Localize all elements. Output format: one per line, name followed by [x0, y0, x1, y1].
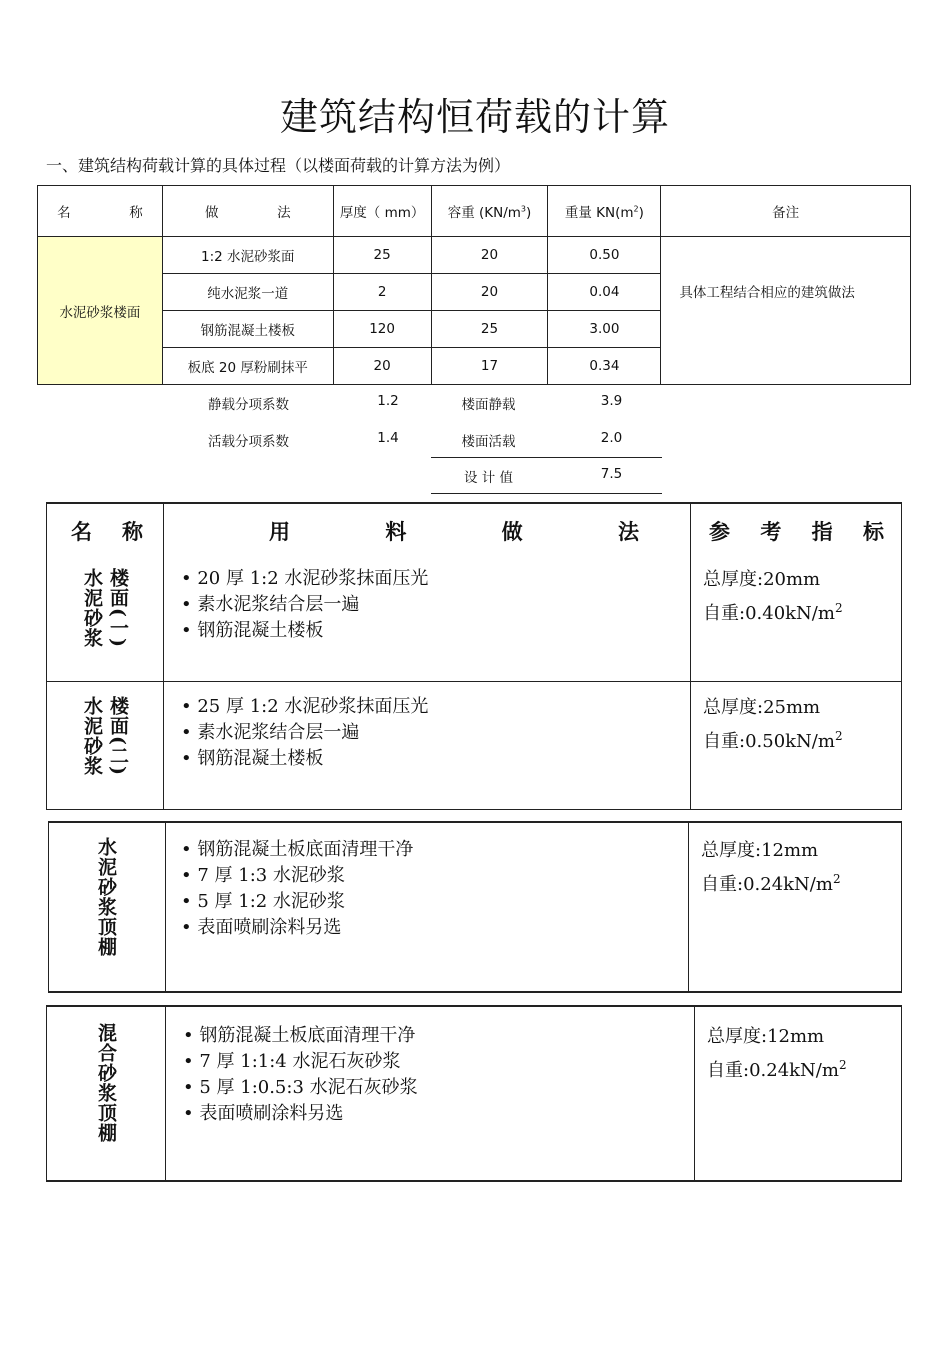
remark-cell	[661, 237, 911, 385]
list-item: • 钢筋混凝土板底面清理干净	[183, 1023, 418, 1049]
ref-thickness: 总厚度:12mm	[707, 1026, 825, 1047]
scan-header-ref	[709, 516, 884, 546]
header-name	[38, 186, 163, 237]
method-cell: 纯水泥浆一道	[162, 274, 333, 311]
header-method-char1: 做	[204, 205, 219, 221]
scan-block	[48, 821, 902, 993]
ref-weight	[703, 722, 843, 756]
ref-weight	[707, 1051, 847, 1085]
thickness-cell: 25	[333, 237, 431, 274]
list-item: • 25 厚 1:2 水泥砂浆抹面压光	[181, 694, 428, 720]
scan-header-char: 料	[385, 519, 407, 544]
scan-block-ref	[703, 694, 843, 756]
summary-factor: 1.4	[377, 430, 399, 446]
divider	[431, 493, 662, 494]
header-density-sup: 3	[520, 204, 527, 214]
list-item: • 素水泥浆结合层一遍	[181, 720, 428, 746]
summary-value: 2.0	[600, 430, 623, 446]
load-calculation-table	[37, 185, 911, 385]
summary-value: 7.5	[600, 466, 623, 482]
scan-header-char: 称	[122, 519, 143, 544]
ref-weight-text: 自重:0.50kN/m	[703, 731, 835, 752]
scan-header-char: 用	[269, 519, 290, 544]
scan-block-ref	[707, 1023, 847, 1085]
summary-label: 活载分项系数	[208, 434, 289, 450]
ref-weight	[703, 594, 843, 628]
scan-block-items	[183, 1023, 418, 1127]
ref-thickness: 总厚度:25mm	[703, 697, 821, 718]
header-density	[431, 186, 548, 237]
header-weight-text: 重量 KN(m	[564, 205, 634, 221]
weight-cell: 0.50	[548, 237, 661, 274]
scan-header-char: 指	[811, 519, 833, 544]
list-item: • 钢筋混凝土楼板	[181, 746, 428, 772]
header-remark: 备注	[661, 186, 911, 237]
ref-weight-sup: 2	[834, 729, 843, 743]
scan-block	[46, 1005, 902, 1182]
ref-weight-text: 自重:0.24kN/m	[701, 874, 833, 895]
scan-block-name: 楼面(二)	[107, 696, 129, 776]
group-name-cell: 水泥砂浆楼面	[38, 237, 163, 385]
ref-thickness: 总厚度:12mm	[701, 840, 819, 861]
scan-block-name: 楼面(一)	[107, 568, 129, 648]
scan-block-ref	[701, 837, 841, 899]
scan-header-method	[269, 516, 639, 546]
weight-cell: 3.00	[548, 311, 661, 348]
scan-header-char: 名	[71, 519, 92, 544]
scan-header-char: 做	[501, 519, 523, 544]
header-thickness: 厚度（ mm）	[333, 186, 431, 237]
summary-value: 3.9	[600, 393, 623, 409]
scan-block-divider	[47, 682, 164, 809]
method-cell: 板底 20 厚粉刷抹平	[162, 348, 333, 385]
header-name-char2: 称	[129, 205, 143, 221]
scan-block	[46, 554, 902, 682]
method-cell: 钢筋混凝土楼板	[162, 311, 333, 348]
summary-item: 楼面活载	[461, 434, 516, 450]
list-item: • 20 厚 1:2 水泥砂浆抹面压光	[181, 566, 428, 592]
density-cell: 20	[431, 274, 548, 311]
ref-thickness: 总厚度:20mm	[703, 569, 821, 590]
list-item: • 7 厚 1:1:4 水泥石灰砂浆	[183, 1049, 418, 1075]
header-density-text: 容重 (KN/m	[447, 205, 521, 221]
scan-block-ref	[703, 566, 843, 628]
scan-block-divider	[690, 682, 691, 809]
summary-factor: 1.2	[377, 393, 399, 409]
list-item: • 钢筋混凝土楼板	[181, 618, 428, 644]
density-cell: 17	[431, 348, 548, 385]
scan-block-items	[181, 694, 428, 772]
list-item: • 表面喷刷涂料另选	[183, 1101, 418, 1127]
scan-header-row	[46, 502, 902, 557]
density-cell: 25	[431, 311, 548, 348]
summary-label: 静载分项系数	[208, 397, 289, 413]
density-cell: 20	[431, 237, 548, 274]
scan-header-char: 参	[709, 519, 730, 544]
section-heading: 一、建筑结构荷载计算的具体过程（以楼面荷载的计算方法为例）	[46, 156, 511, 175]
thickness-cell: 120	[333, 311, 431, 348]
scan-block-items	[181, 566, 428, 644]
ref-weight-sup: 2	[834, 601, 843, 615]
method-cell: 1:2 水泥砂浆面	[162, 237, 333, 274]
scan-block	[46, 681, 902, 810]
summary-item: 设 计 值	[463, 470, 514, 486]
divider	[431, 457, 662, 458]
list-item: • 素水泥浆结合层一遍	[181, 592, 428, 618]
summary-item: 楼面静载	[461, 397, 516, 413]
scan-block-items	[181, 837, 413, 941]
scan-header-char: 法	[617, 519, 639, 544]
scan-header-char: 标	[862, 519, 884, 544]
thickness-cell: 20	[333, 348, 431, 385]
ref-weight	[701, 865, 841, 899]
scan-block-name: 混合砂浆顶棚	[95, 1023, 117, 1143]
scan-header-char: 考	[760, 519, 782, 544]
scan-block-name: 水泥砂浆顶棚	[95, 837, 117, 957]
table-header-row	[38, 186, 911, 237]
scan-header-divider	[690, 504, 691, 556]
ref-weight-sup: 2	[838, 1058, 847, 1072]
header-weight	[548, 186, 661, 237]
ref-weight-text: 自重:0.40kN/m	[703, 603, 835, 624]
list-item: • 7 厚 1:3 水泥砂浆	[181, 863, 413, 889]
scan-block-divider	[47, 554, 164, 681]
scan-block-name: 水泥砂浆	[81, 696, 103, 776]
header-density-close: )	[526, 205, 532, 221]
scan-block-divider	[690, 554, 691, 681]
header-method	[162, 186, 333, 237]
scan-block-divider	[694, 1007, 695, 1180]
header-method-char2: 法	[277, 205, 291, 221]
scan-block-name: 水泥砂浆	[81, 568, 103, 648]
weight-cell: 0.34	[548, 348, 661, 385]
header-weight-close: )	[638, 205, 644, 221]
ref-weight-text: 自重:0.24kN/m	[707, 1060, 839, 1081]
scan-header-name	[71, 516, 143, 546]
thickness-cell: 2	[333, 274, 431, 311]
weight-cell: 0.04	[548, 274, 661, 311]
ref-weight-sup: 2	[832, 872, 841, 886]
list-item: • 钢筋混凝土板底面清理干净	[181, 837, 413, 863]
remark-text: 具体工程结合相应的建筑做法	[679, 285, 855, 301]
list-item: • 5 厚 1:2 水泥砂浆	[181, 889, 413, 915]
header-name-char1: 名	[57, 205, 71, 221]
page-title: 建筑结构恒荷载的计算	[279, 95, 670, 139]
list-item: • 5 厚 1:0.5:3 水泥石灰砂浆	[183, 1075, 418, 1101]
table-row	[38, 237, 911, 274]
list-item: • 表面喷刷涂料另选	[181, 915, 413, 941]
scan-block-divider	[688, 823, 689, 991]
header-weight-sup: 2	[633, 204, 639, 214]
